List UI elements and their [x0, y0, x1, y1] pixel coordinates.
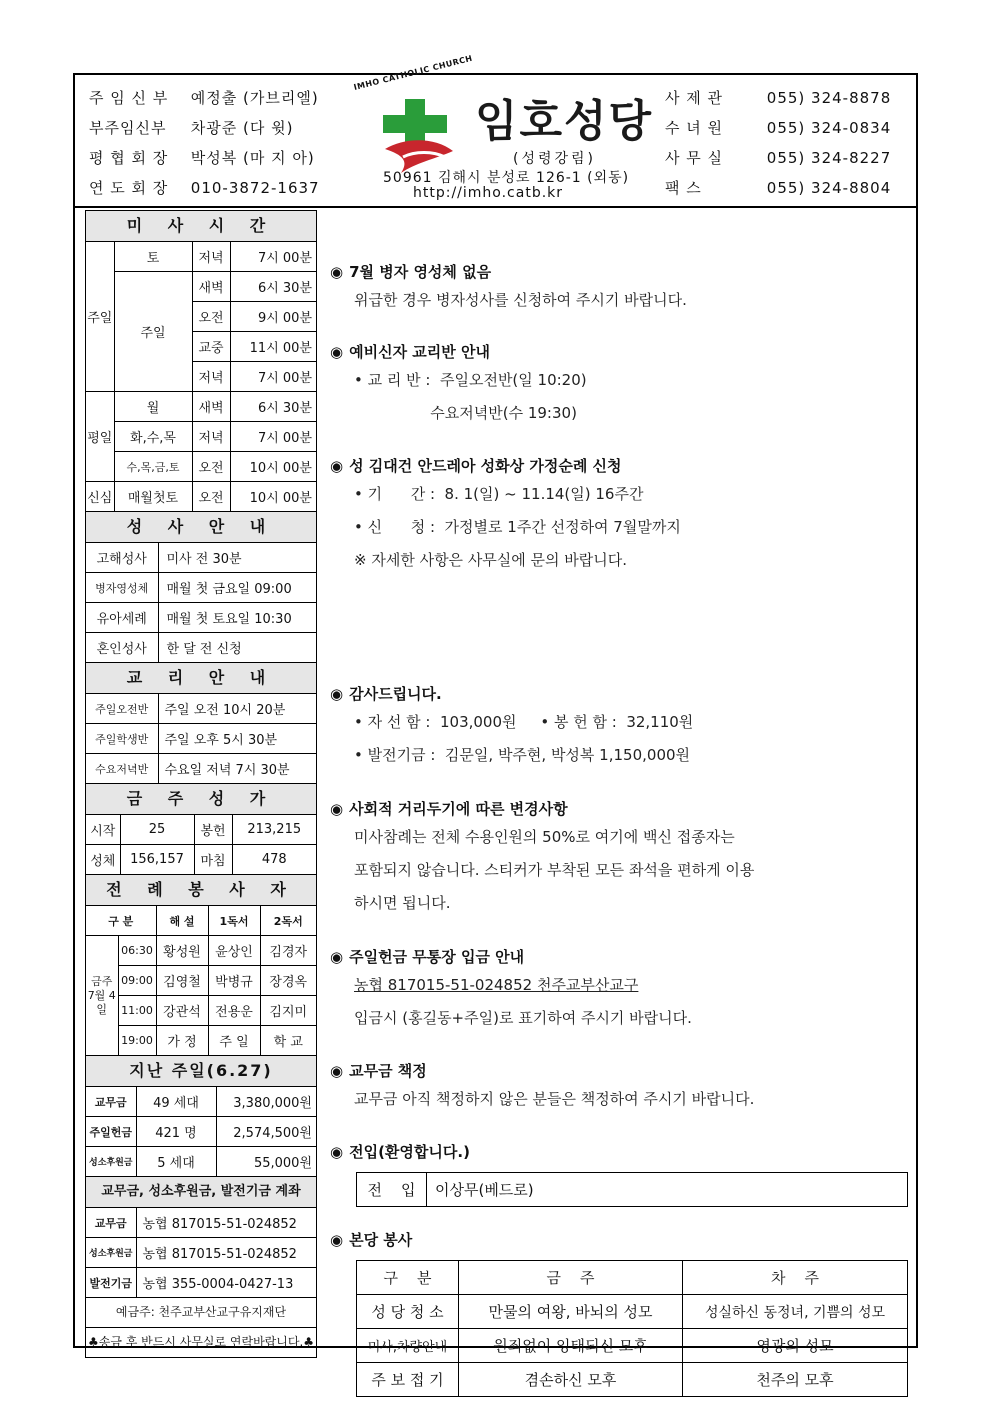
table-row: 09:00 김영철 박병규 장경옥: [86, 966, 316, 996]
church-title: 임호성당: [475, 96, 654, 147]
table-row: 주 보 접 기 겸손하신 모후 천주의 모후: [357, 1363, 908, 1397]
bullet-icon: ◉: [330, 457, 344, 475]
table-row: 유아세례 매월 첫 토요일 10:30: [86, 603, 316, 633]
notice-6: ◉ 주일헌금 무통장 입금 안내 농협 817015-51-024852 천주교부산교구 입금시 (홍길동+주일)로 표기하여 주시기 바랍니다.: [330, 948, 692, 1027]
notice-4: ◉ 감사드립니다. • 자 선 함 : 103,000원 • 봉 헌 함 : 32,110원 • 발전기금 : 김문일, 박주현, 박성복 1,150,000원: [330, 685, 694, 764]
mass-times-box: [85, 210, 317, 511]
table-row: 금주 7월 4일 06:30 황성원 윤상인 김경자: [86, 936, 316, 966]
table-row: 전 입 이상무(베드로): [357, 1173, 908, 1207]
table-row: 성 당 청 소 만물의 여왕, 바뇌의 성모 성실하신 동정녀, 기쁨의 성모: [357, 1295, 908, 1329]
bulletin-frame: [73, 53, 918, 1389]
notice-1: ◉ 7월 병자 영성체 없음 위급한 경우 병자성사를 신청하여 주시기 바랍니다.: [330, 263, 687, 309]
servers-title: 전 례 봉 사 자: [86, 875, 316, 906]
table-row: 교중 11시 00분: [86, 332, 316, 362]
table-row: 화,수,목 저녁 7시 00분: [86, 422, 316, 452]
bullet-icon: ◉: [330, 1231, 344, 1249]
accounts-table: [86, 1208, 316, 1297]
header-left-line-3: 평 협 회 장 박성복 (마 지 아): [89, 149, 315, 167]
table-row: 주일 새벽 6시 30분: [86, 272, 316, 302]
sacrament-title: 성 사 안 내: [86, 512, 316, 543]
table-row: 발전기금 농협 355-0004-0427-13: [86, 1268, 316, 1298]
weekday-label: 평일: [86, 392, 114, 482]
special-label: 신심: [86, 482, 114, 512]
table-row: 신심 매월첫토 오전 10시 00분: [86, 482, 316, 512]
mass-times-table: [86, 242, 316, 511]
accounts-box: [85, 1176, 317, 1358]
catechism-title: 교 리 안 내: [86, 663, 316, 694]
servers-date-label: 금주 7월 4일: [86, 936, 118, 1056]
table-row: 교무금 농협 817015-51-024852: [86, 1208, 316, 1238]
table-row: 저녁 7시 00분: [86, 362, 316, 392]
table-row: 주일학생반 주일 오후 5시 30분: [86, 724, 316, 754]
last-week-box: [85, 1055, 317, 1176]
sidebar: [85, 210, 317, 1358]
hymns-title: 금 주 성 가: [86, 784, 316, 815]
table-row: 11:00 강관석 전용운 김지미: [86, 996, 316, 1026]
header-right-line-4: 팩 스 055) 324-8804: [665, 179, 892, 197]
sacrament-table: [86, 543, 316, 662]
notice-2: ◉ 예비신자 교리반 안내 • 교 리 반 : 주일오전반(일 10:20) 수요저녁반(수 19:30): [330, 343, 587, 422]
table-row: 주일헌금 421 명 2,574,500원: [86, 1117, 316, 1147]
header-left-line-4: 연 도 회 장 010-3872-1637: [89, 179, 320, 197]
bullet-icon: ◉: [330, 685, 344, 703]
hymns-table: [86, 815, 316, 874]
sunday-label: 주일: [86, 242, 114, 392]
header-right-line-2: 수 녀 원 055) 324-0834: [665, 119, 892, 137]
bullet-icon: ◉: [330, 343, 344, 361]
table-row: 구 분 금 주 차 주: [357, 1261, 908, 1295]
bullet-icon: ◉: [330, 1062, 344, 1080]
header-right-line-1: 사 제 관 055) 324-8878: [665, 89, 892, 107]
notice-7: ◉ 교무금 책정 교무금 아직 책정하지 않은 분들은 책정하여 주시기 바랍니다.: [330, 1062, 755, 1108]
table-row: 혼인성사 한 달 전 신청: [86, 633, 316, 663]
servers-table: [86, 906, 316, 1055]
header-right-line-3: 사 무 실 055) 324-8227: [665, 149, 892, 167]
table-row: 성소후원금 5 세대 55,000원: [86, 1147, 316, 1177]
last-week-table: [86, 1087, 316, 1176]
table-row: 수요저녁반 수요일 저녁 7시 30분: [86, 754, 316, 784]
header-left-line-2: 부주임신부 차광준 (다 윗): [89, 119, 294, 137]
table-row: 주일오전반 주일 오전 10시 20분: [86, 694, 316, 724]
bulletin-header: [75, 53, 916, 208]
table-row: 19:00 가 정 주 일 학 교: [86, 1026, 316, 1056]
table-row: 구 분 해 설 1독서 2독서: [86, 906, 316, 936]
catechism-box: [85, 662, 317, 783]
table-row: 병자영성체 매월 첫 금요일 09:00: [86, 573, 316, 603]
table-row: 성소후원금 농협 817015-51-024852: [86, 1238, 316, 1268]
table-row: 고해성사 미사 전 30분: [86, 543, 316, 573]
table-row: 시작 25 봉헌 213,215: [86, 815, 316, 845]
duty-table: [356, 1260, 908, 1397]
header-left-line-1: 주 임 신 부 예정출 (가브리엘): [89, 89, 319, 107]
bank-account: 농협 817015-51-024852 천주교부산교구: [354, 976, 639, 994]
table-row: 주일 토 저녁 7시 00분: [86, 242, 316, 272]
bullet-icon: ◉: [330, 263, 344, 281]
church-logo-icon: [375, 97, 465, 177]
notice-5: ◉ 사회적 거리두기에 따른 변경사항 미사참례는 전체 수용인원의 50%로 여기에 백신 접종자는 포함되지 않습니다. 스티커가 부착된 모든 좌석을 편하게 이용 하시면 됩니다.: [330, 800, 755, 912]
account-holder: 예금주: 천주교부산교구유지재단: [86, 1297, 316, 1327]
catechism-table: [86, 694, 316, 783]
table-row: 수,목,금,토 오전 10시 00분: [86, 452, 316, 482]
notice-8: ◉ 전입(환영합니다.) 전 입 이상무(베드로): [330, 1140, 910, 1207]
table-row: 성체 156,157 마침 478: [86, 845, 316, 875]
notice-3: ◉ 성 김대건 안드레아 성화상 가정순례 신청 • 기 간 : 8. 1(일) ~ 11.14(일) 16주간 • 신 청 : 가정별로 1주간 선정하여 7월말까지 ※ 자세한 사항은 사무실에 문의 바랍니다.: [330, 457, 681, 569]
servers-box: [85, 874, 317, 1055]
bullet-icon: ◉: [330, 800, 344, 818]
church-subtitle: (성령강림): [513, 151, 597, 167]
table-row: 교무금 49 세대 3,380,000원: [86, 1087, 316, 1117]
accounts-title: 교무금, 성소후원금, 발전기금 계좌: [86, 1177, 316, 1208]
account-note: ♣송금 후 반드시 사무실로 연락바랍니다.♣: [86, 1327, 316, 1357]
bullet-icon: ◉: [330, 1143, 344, 1161]
table-row: 오전 9시 00분: [86, 302, 316, 332]
table-row: 미사,차량안내 원죄없이 잉태되신 모후 영광의 성모: [357, 1329, 908, 1363]
transfer-table: [356, 1172, 908, 1207]
bullet-icon: ◉: [330, 948, 344, 966]
table-row: 평일 월 새벽 6시 30분: [86, 392, 316, 422]
church-url[interactable]: http://imho.catb.kr: [413, 185, 564, 201]
last-week-title: 지난 주일(6.27): [86, 1056, 316, 1087]
notice-9: ◉ 본당 봉사 구 분 금 주 차 주 성 당 청 소 만물의 여왕, 바뇌의 성모 성실하신 동정녀, 기쁨의 성모 미사,차량안내 원죄없이 잉태되신 모후 영광의 성모 주 보 접 기 겸손하신 모후 천주의 모후: [330, 1228, 910, 1397]
church-address: 50961 김해시 분성로 126-1 (외동): [383, 170, 630, 186]
hymns-box: [85, 783, 317, 874]
sacrament-box: [85, 511, 317, 662]
mass-times-title: 미 사 시 간: [86, 211, 316, 242]
logo-english-name: IMHO CATHOLIC CHURCH: [352, 53, 474, 92]
